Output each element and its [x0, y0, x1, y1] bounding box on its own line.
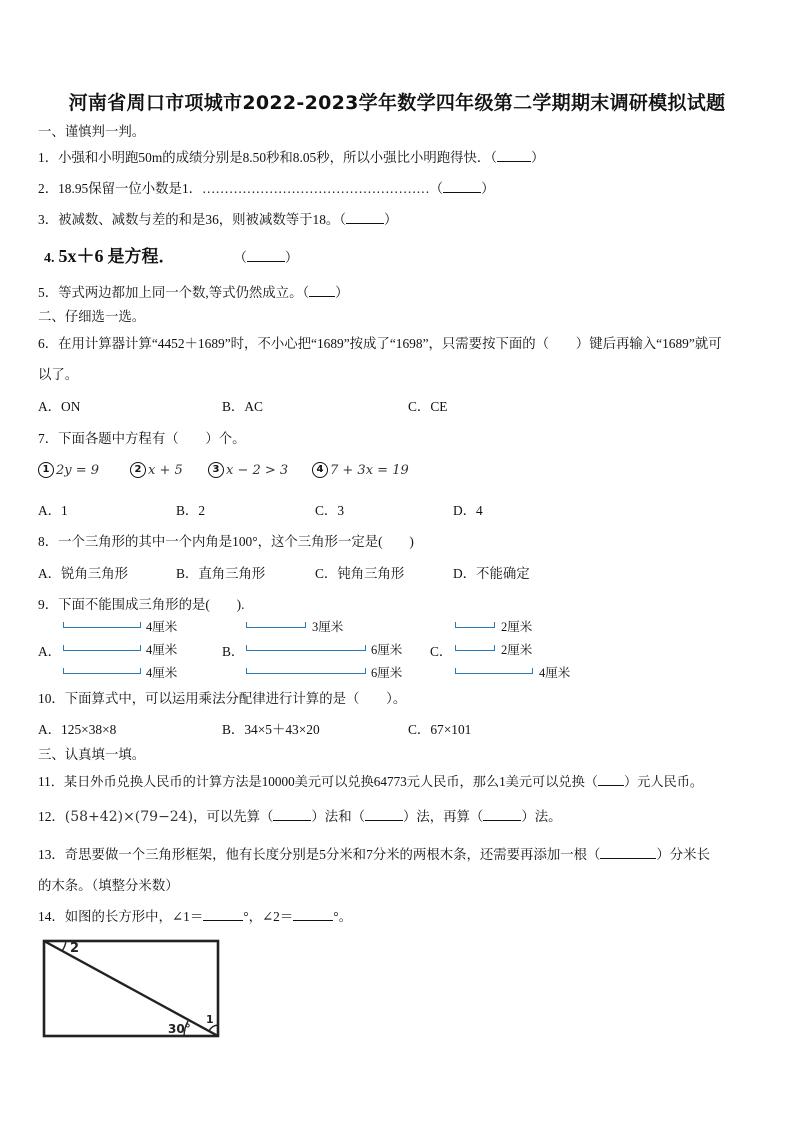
segment-length-label: 3厘米: [312, 620, 344, 634]
line-segment: [455, 650, 495, 651]
line-segment: [246, 673, 366, 674]
question-11-text: 11．某日外币兑换人民币的计算方法是10000美元可以兑换64773元人民币，那么1美元可以兑换（: [38, 774, 598, 789]
paren-close: ）: [383, 212, 398, 227]
paren-close: ）: [481, 181, 495, 196]
question-6-line-2: 以了。: [38, 367, 79, 382]
angle-1-label: 1: [206, 1013, 214, 1026]
paren-close: ）: [284, 250, 299, 265]
equation-item-1: [38, 461, 99, 479]
question-5: [38, 282, 349, 301]
question-1-text: 1．小强和小明跑50m的成绩分别是8.50秒和8.05秒，所以小强比小明跑得快．（: [38, 150, 497, 165]
paren-open: （: [233, 250, 247, 265]
question-4: [44, 242, 298, 268]
segment-length-label: 4厘米: [146, 620, 178, 634]
question-14-text: °。: [333, 909, 353, 924]
answer-blank[interactable]: [346, 211, 384, 224]
segment-length-label: 4厘米: [146, 666, 178, 680]
line-segment: [63, 673, 141, 674]
option-d[interactable]: D．不能确定: [453, 566, 530, 581]
question-10: 10．下面算式中，可以运用乘法分配律进行计算的是（ ）。: [38, 691, 407, 706]
question-4-text: 是方程．: [107, 247, 176, 267]
option-b[interactable]: B．直角三角形: [176, 566, 266, 581]
answer-blank[interactable]: [273, 808, 311, 821]
angle-2-arc: [62, 941, 66, 951]
question-13-end: ）分米长: [656, 847, 710, 862]
equation-item-4: [312, 461, 409, 479]
section-heading-3: 三、认真填一填。: [38, 747, 146, 762]
question-11: [38, 771, 703, 790]
equation-item-3: [208, 461, 288, 479]
question-4-number: 4.: [44, 251, 55, 266]
answer-blank[interactable]: [247, 249, 285, 262]
question-4-expression: 5x＋6: [58, 246, 104, 266]
answer-blank[interactable]: [365, 808, 403, 821]
circled-number: 4: [312, 462, 328, 478]
equation-expression: 7 + 3x = 19: [330, 463, 409, 478]
question-12-end: ）法。: [521, 809, 562, 824]
option-b[interactable]: B．2: [176, 503, 206, 518]
rectangle-figure: [38, 935, 228, 1045]
option-a[interactable]: A．125×38×8: [38, 722, 117, 737]
question-12-mid: ）法和（: [311, 809, 365, 824]
circled-number: 2: [130, 462, 146, 478]
option-a[interactable]: A．ON: [38, 399, 81, 414]
question-12-text: ，可以先算（: [193, 809, 274, 824]
equation-expression: x − 2 > 3: [226, 463, 289, 478]
segment-length-label: 6厘米: [371, 643, 403, 657]
option-a[interactable]: A．: [38, 644, 62, 659]
line-segment: [63, 650, 141, 651]
line-segment: [455, 673, 533, 674]
option-c[interactable]: C．钝角三角形: [315, 566, 405, 581]
question-6-line-1: 6．在用计算器计算“4452＋1689”时，不小心把“1689”按成了“1698”，只需要按下面的（ ）键后再输入“1689”就可: [38, 336, 722, 351]
question-13-line-2: 的木条。（填整分米数）: [38, 878, 179, 893]
question-14-text: 14．如图的长方形中，∠1＝: [38, 909, 204, 924]
circled-number: 1: [38, 462, 54, 478]
answer-blank[interactable]: [600, 846, 656, 859]
segment-length-label: 2厘米: [501, 620, 533, 634]
question-1: [38, 147, 544, 166]
answer-blank[interactable]: [293, 908, 333, 921]
option-b[interactable]: B．AC: [222, 399, 263, 414]
option-c[interactable]: C．: [430, 644, 453, 659]
circled-number: 3: [208, 462, 224, 478]
paren-close: ）: [335, 285, 349, 300]
line-segment: [246, 627, 306, 628]
equation-expression: x + 5: [148, 463, 183, 478]
answer-blank[interactable]: [497, 149, 531, 162]
option-a[interactable]: A．锐角三角形: [38, 566, 129, 581]
question-9: 9．下面不能围成三角形的是( ).: [38, 597, 245, 612]
answer-blank[interactable]: [483, 808, 521, 821]
option-a[interactable]: A．1: [38, 503, 68, 518]
page-title: 河南省周口市项城市2022-2023学年数学四年级第二学期期末调研模拟试题: [68, 92, 726, 114]
question-12-number: 12．: [38, 809, 65, 824]
question-5-text: 5．等式两边都加上同一个数,等式仍然成立。（: [38, 285, 310, 300]
option-c[interactable]: C．3: [315, 503, 345, 518]
answer-blank[interactable]: [443, 180, 481, 193]
question-2-text: 2．18.95保留一位小数是1．……………………………………………（: [38, 181, 444, 196]
segment-length-label: 4厘米: [146, 643, 178, 657]
question-13-line-1: [38, 844, 710, 863]
question-12-mid: ）法，再算（: [402, 809, 484, 824]
question-3-text: 3．被减数、减数与差的和是36，则被减数等于18。（: [38, 212, 346, 227]
question-3: [38, 209, 397, 228]
answer-blank[interactable]: [203, 908, 243, 921]
question-12: [38, 806, 562, 825]
segment-length-label: 4厘米: [539, 666, 571, 680]
question-7: 7．下面各题中方程有（ ）个。: [38, 431, 246, 446]
line-segment: [63, 627, 141, 628]
answer-blank[interactable]: [598, 773, 624, 786]
question-12-expression: (58+42)×(79−24): [64, 809, 194, 825]
paren-close: ）: [531, 150, 545, 165]
option-c[interactable]: C．CE: [408, 399, 448, 414]
section-heading-1: 一、谨慎判一判。: [38, 124, 146, 139]
segment-length-label: 2厘米: [501, 643, 533, 657]
question-13-text: 13．奇思要做一个三角形框架，他有长度分别是5分米和7分米的两根木条，还需要再添加一根（: [38, 847, 601, 862]
question-14: [38, 906, 352, 925]
option-d[interactable]: D．4: [453, 503, 483, 518]
question-2: [38, 178, 494, 197]
angle-30-label: 30°: [168, 1022, 191, 1036]
answer-blank[interactable]: [309, 284, 335, 297]
line-segment: [246, 650, 366, 651]
question-14-text: °，∠2＝: [243, 909, 294, 924]
option-b[interactable]: B．: [222, 644, 245, 659]
section-heading-2: 二、仔细选一选。: [38, 309, 146, 324]
line-segment: [455, 627, 495, 628]
segment-length-label: 6厘米: [371, 666, 403, 680]
question-8: 8．一个三角形的其中一个内角是100°，这个三角形一定是( ): [38, 534, 414, 549]
option-c[interactable]: C．67×101: [408, 722, 472, 737]
angle-2-label: 2: [70, 941, 80, 956]
option-b[interactable]: B．34×5＋43×20: [222, 722, 320, 737]
equation-item-2: [130, 461, 183, 479]
question-11-end: ）元人民币。: [623, 774, 704, 789]
equation-expression: 2y = 9: [56, 463, 100, 478]
